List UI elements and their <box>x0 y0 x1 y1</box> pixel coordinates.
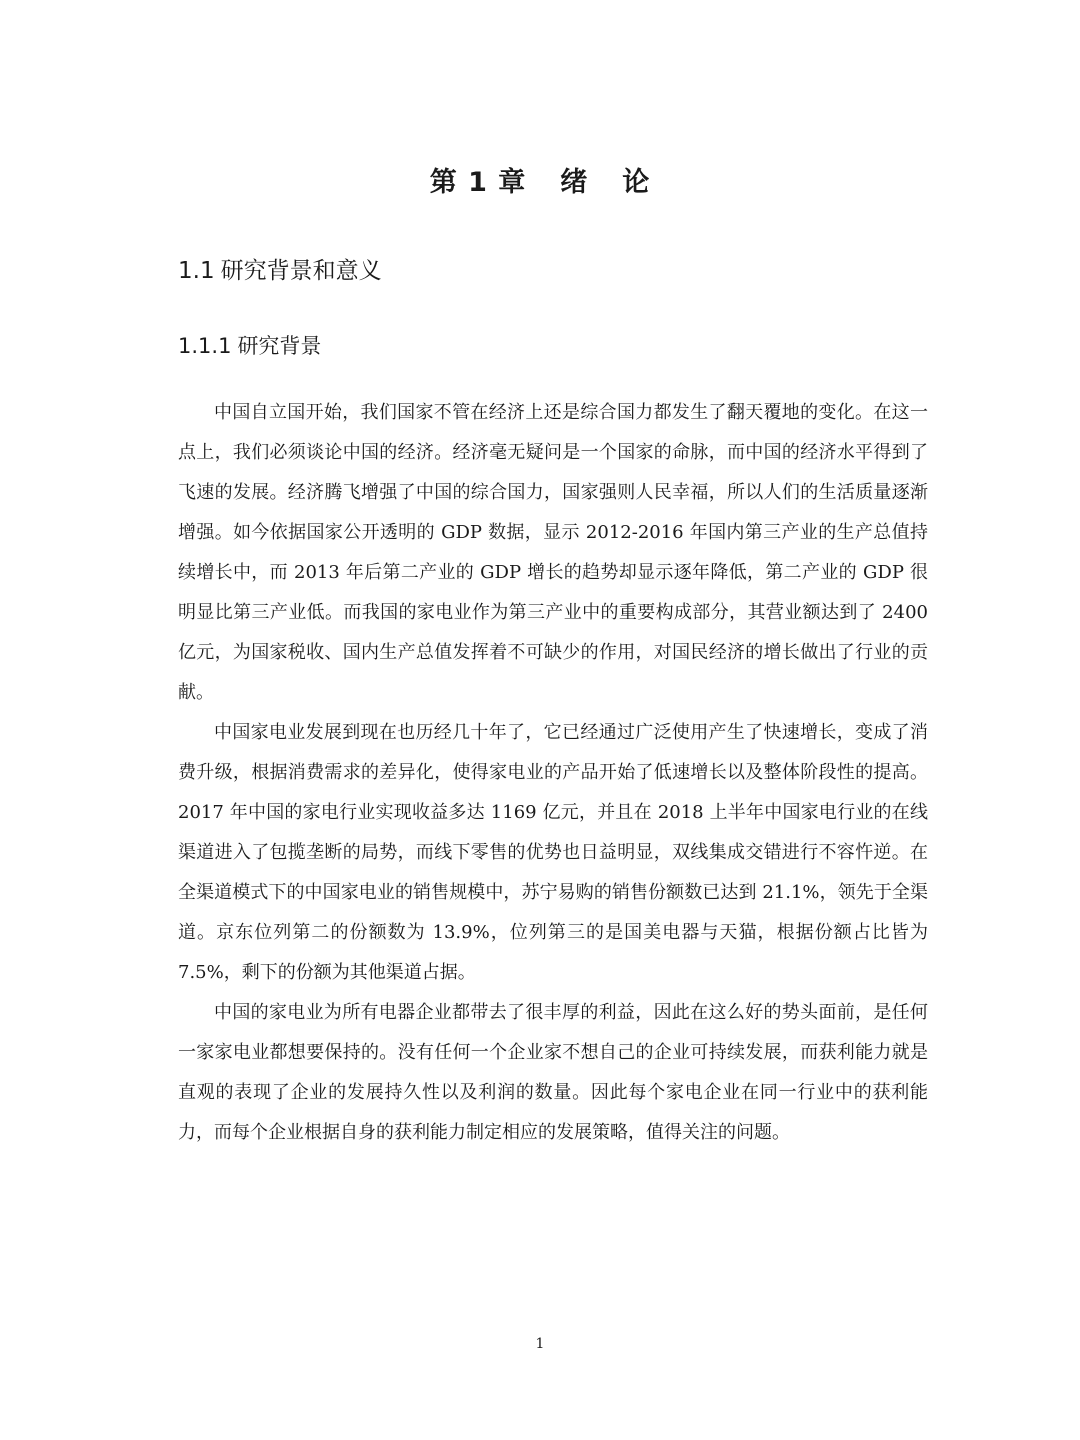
body-text <box>178 393 928 1153</box>
paragraph: 中国自立国开始，我们国家不管在经济上还是综合国力都发生了翻天覆地的变化。在这一点上，我们必须谈论中国的经济。经济毫无疑问是一个国家的命脉，而中国的经济水平得到了飞速的发展。经济腾飞增强了中国的综合国力，国家强则人民幸福，所以人们的生活质量逐渐增强。如今依据国家公开透明的 GDP 数据，显示 2012-2016 年国内第三产业的生产总值持续增长中，而 2013 年后第二产业的 GDP 增长的趋势却显示逐年降低，第二产业的 GDP 很明显比第三产业低。而我国的家电业作为第三产业中的重要构成部分，其营业额达到了 2400 亿元，为国家税收、国内生产总值发挥着不可缺少的作用，对国民经济的增长做出了行业的贡献。 <box>178 402 928 703</box>
subsection-title: 研究背景 <box>237 334 322 358</box>
section-number: 1.1 <box>178 258 215 284</box>
chapter-number: 第 1 章 <box>429 167 527 198</box>
chapter-title-char-1: 绪 <box>560 167 589 198</box>
subsection-number: 1.1.1 <box>178 334 232 358</box>
chapter-title <box>0 160 1080 199</box>
paragraph: 中国的家电业为所有电器企业都带去了很丰厚的利益，因此在这么好的势头面前，是任何一家家电业都想要保持的。没有任何一个企业家不想自己的企业可持续发展，而获利能力就是直观的表现了企业的发展持久性以及利润的数量。因此每个家电企业在同一行业中的获利能力，而每个企业根据自身的获利能力制定相应的发展策略，值得关注的问题。 <box>178 1002 928 1143</box>
paragraph: 中国家电业发展到现在也历经几十年了，它已经通过广泛使用产生了快速增长，变成了消费升级，根据消费需求的差异化，使得家电业的产品开始了低速增长以及整体阶段性的提高。2017 年中国的家电行业实现收益多达 1169 亿元，并且在 2018 上半年中国家电行业的在线渠道进入了包揽垄断的局势，而线下零售的优势也日益明显，双线集成交错进行不容忤逆。在全渠道模式下的中国家电业的销售规模中，苏宁易购的销售份额数已达到 21.1%，领先于全渠道。京东位列第二的份额数为 13.9%，位列第三的是国美电器与天猫，根据份额占比皆为 7.5%，剩下的份额为其他渠道占据。 <box>178 722 928 983</box>
section-title: 研究背景和意义 <box>220 258 382 284</box>
section-heading <box>178 252 382 285</box>
subsection-heading <box>178 330 321 360</box>
page-number: 1 <box>535 1336 545 1352</box>
chapter-title-char-2: 论 <box>622 167 651 198</box>
